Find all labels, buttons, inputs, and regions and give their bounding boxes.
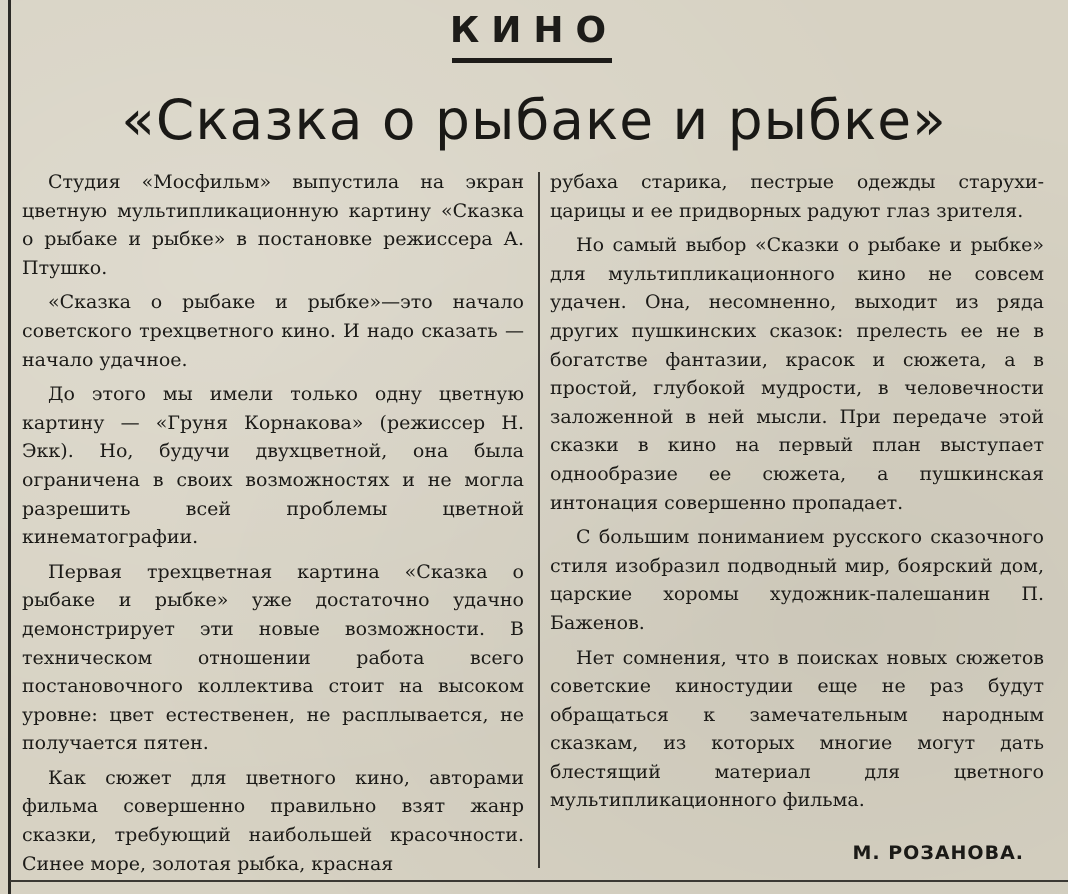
paragraph: Как сюжет для цветного кино, авторами фильма совершенно правильно взят жанр сказки, требующий наибольшей красочности. Синее море, золотая рыбка, красная — [22, 766, 524, 875]
paragraph: До этого мы имели только одну цветную картину — «Груня Корнакова» (режиссер Н. Экк). Но, будучи двухцветной, она была ограничена в своих возможностях и не могла разрешить всей проблемы цветной кинематографии. — [22, 383, 524, 549]
article-left-column — [22, 168, 524, 884]
page-bottom-rule — [10, 880, 1068, 882]
section-heading-underline — [452, 58, 612, 63]
article-title: «Сказка о рыбаке и рыбке» — [121, 88, 947, 152]
section-heading: КИНО — [449, 10, 619, 51]
paragraph: Студия «Мосфильм» выпустила на экран цветную мультипликационную картину «Сказка о рыбаке и рыбке» в постановке режиссера А. Птушко. — [22, 171, 524, 279]
column-divider — [538, 172, 540, 868]
paragraph-continuation: рубаха старика, пестрые одежды старухи-царицы и ее придворных радуют глаз зрителя. — [550, 171, 1044, 222]
paragraph: С большим пониманием русского сказочного стиля изобразил подводный мир, боярский дом, царские хоромы художник-палешанин П. Баженов. — [550, 526, 1044, 634]
paragraph: Первая трехцветная картина «Сказка о рыбаке и рыбке» уже достаточно удачно демонстрирует эти новые возможности. В техническом отношении работа всего постановочного коллектива стоит на высоком уровне: цвет естественен, не расплывается, не получается пятен. — [22, 560, 524, 755]
author-signature: М. РОЗАНОВА. — [852, 842, 1024, 864]
paragraph: Но самый выбор «Сказки о рыбаке и рыбке» для мультипликационного кино не совсем удачен. Она, несомненно, выходит из ряда других пушкинских сказок: прелесть ее не в богатстве фантазии, красок и сюжета, а в простой, глубокой мудрости, в человечности заложенной в ней мысли. При передаче этой сказки в кино на первый план выступает однообразие ее сюжета, а пушкинская интонация совершенно пропадает. — [550, 234, 1044, 514]
paragraph: «Сказка о рыбаке и рыбке»—это начало советского трехцветного кино. И надо сказать — начало удачное. — [22, 291, 524, 371]
article-right-column — [550, 168, 1044, 821]
paragraph: Нет сомнения, что в поисках новых сюжетов советские киностудии еще не раз будут обращаться к замечательным народным сказкам, из которых многие могут дать блестящий материал для цветного мультипликационного фильма. — [550, 646, 1044, 812]
